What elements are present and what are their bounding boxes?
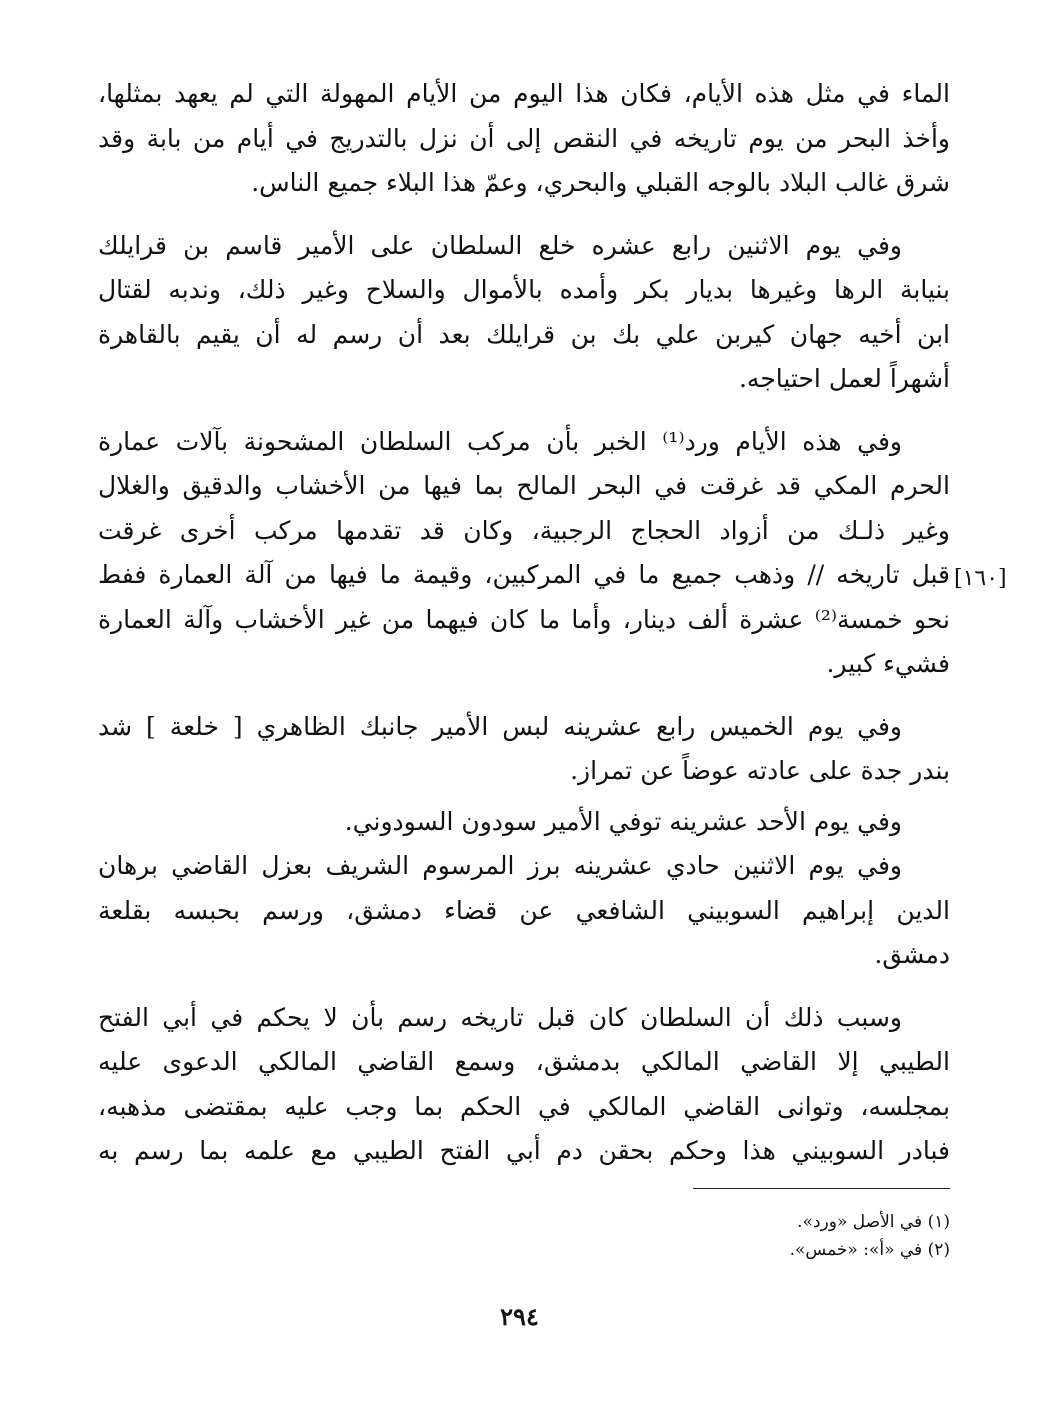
text-line: بنيابة الرها وغيرها بديار بكر وأمده بالأموال والسلاح وغير ذلك، وندبه لقتال bbox=[98, 275, 950, 304]
text-line: وغير ذلـك من أزواد الحجاج الرجبية، وكان قد تقدمها مركب أخرى غرقت bbox=[98, 515, 950, 545]
text-line: وأخذ البحر من يوم تاريخه في النقص إلى أن نزل بالتدريج في أيام من بابة وقد bbox=[98, 123, 950, 153]
text-line: قبل تاريخه // وذهب جميع ما في المركبين، وقيمة ما فيها من آلة العمارة ففط bbox=[98, 560, 950, 589]
paragraph-1 bbox=[98, 72, 950, 206]
main-text bbox=[98, 72, 950, 1174]
text-line: وفي يوم الاثنين رابع عشره خلع السلطان على الأمير قاسم بن قرايلك bbox=[98, 230, 903, 260]
text-line: الماء في مثل هذه الأيام، فكان هذا اليوم من الأيام المهولة التي لم يعهد بمثلها، bbox=[98, 79, 950, 108]
text-line: وسبب ذلك أن السلطان كان قبل تاريخه رسم بأن لا يحكم في أبي الفتح bbox=[98, 1002, 902, 1032]
page-number: ٢٩٤ bbox=[500, 1302, 539, 1331]
paragraph-2 bbox=[98, 224, 950, 402]
footnotes bbox=[600, 1208, 950, 1264]
text-line: وفي هذه الأيام ورد⁽¹⁾ الخبر بأن مركب السلطان المشحونة بآلات عمارة bbox=[98, 426, 902, 456]
manuscript-folio-marker: [١٦٠] bbox=[954, 566, 1007, 591]
paragraph-4 bbox=[98, 705, 950, 794]
text-line: وفي يوم الاثنين حادي عشرينه برز المرسوم الشريف بعزل القاضي برهان bbox=[98, 851, 902, 880]
text-line: أشهراً لعمل احتياجه. bbox=[738, 364, 950, 393]
text-line: الدين إبراهيم السوبيني الشافعي عن قضاء دمشق، ورسم بحبسه بقلعة bbox=[98, 895, 950, 925]
footnote-1: (١) في الأصل «ورد». bbox=[797, 1212, 950, 1232]
text-line: وفي يوم الخميس رابع عشرينه لبس الأمير جانبك الظاهري [ خلعة ] شد bbox=[98, 711, 902, 741]
text-line: الطيبي إلا القاضي المالكي بدمشق، وسمع القاضي المالكي الدعوى عليه bbox=[98, 1047, 950, 1076]
paragraph-7 bbox=[98, 996, 950, 1174]
text-line: بمجلسه، وتوانى القاضي المالكي في الحكم بما وجب عليه بمقتضى مذهبه، bbox=[98, 1091, 950, 1121]
text-line: نحو خمسة⁽²⁾ عشرة ألف دينار، وأما ما كان فيهما من غير الأخشاب وآلة العمارة bbox=[98, 604, 950, 634]
text-line: شرق غالب البلاد بالوجه القبلي والبحري، وعمّ هذا البلاء جميع الناس. bbox=[251, 168, 950, 197]
text-line: بندر جدة على عادته عوضاً عن تمراز. bbox=[570, 756, 950, 785]
paragraph-3 bbox=[98, 420, 950, 687]
footnote-divider bbox=[693, 1188, 950, 1189]
paragraph-6 bbox=[98, 844, 950, 978]
text-line: وفي يوم الأحد عشرينه توفي الأمير سودون السودوني. bbox=[344, 806, 902, 836]
text-line: دمشق. bbox=[874, 940, 950, 969]
text-line: ابن أخيه جهان كيربن علي بك بن قرايلك بعد أن رسم له أن يقيم بالقاهرة bbox=[98, 319, 950, 349]
text-line: فشيء كبير. bbox=[826, 649, 950, 678]
text-line: فبادر السوبيني هذا وحكم بحقن دم أبي الفتح الطيبي مع علمه بما رسم به bbox=[98, 1136, 950, 1165]
footnote-2: (٢) في «أ»: «خمس». bbox=[789, 1240, 950, 1260]
text-line: الحرم المكي قد غرقت في البحر المالح بما فيها من الأخشاب والدقيق والغلال bbox=[98, 471, 950, 500]
paragraph-5 bbox=[98, 800, 950, 845]
